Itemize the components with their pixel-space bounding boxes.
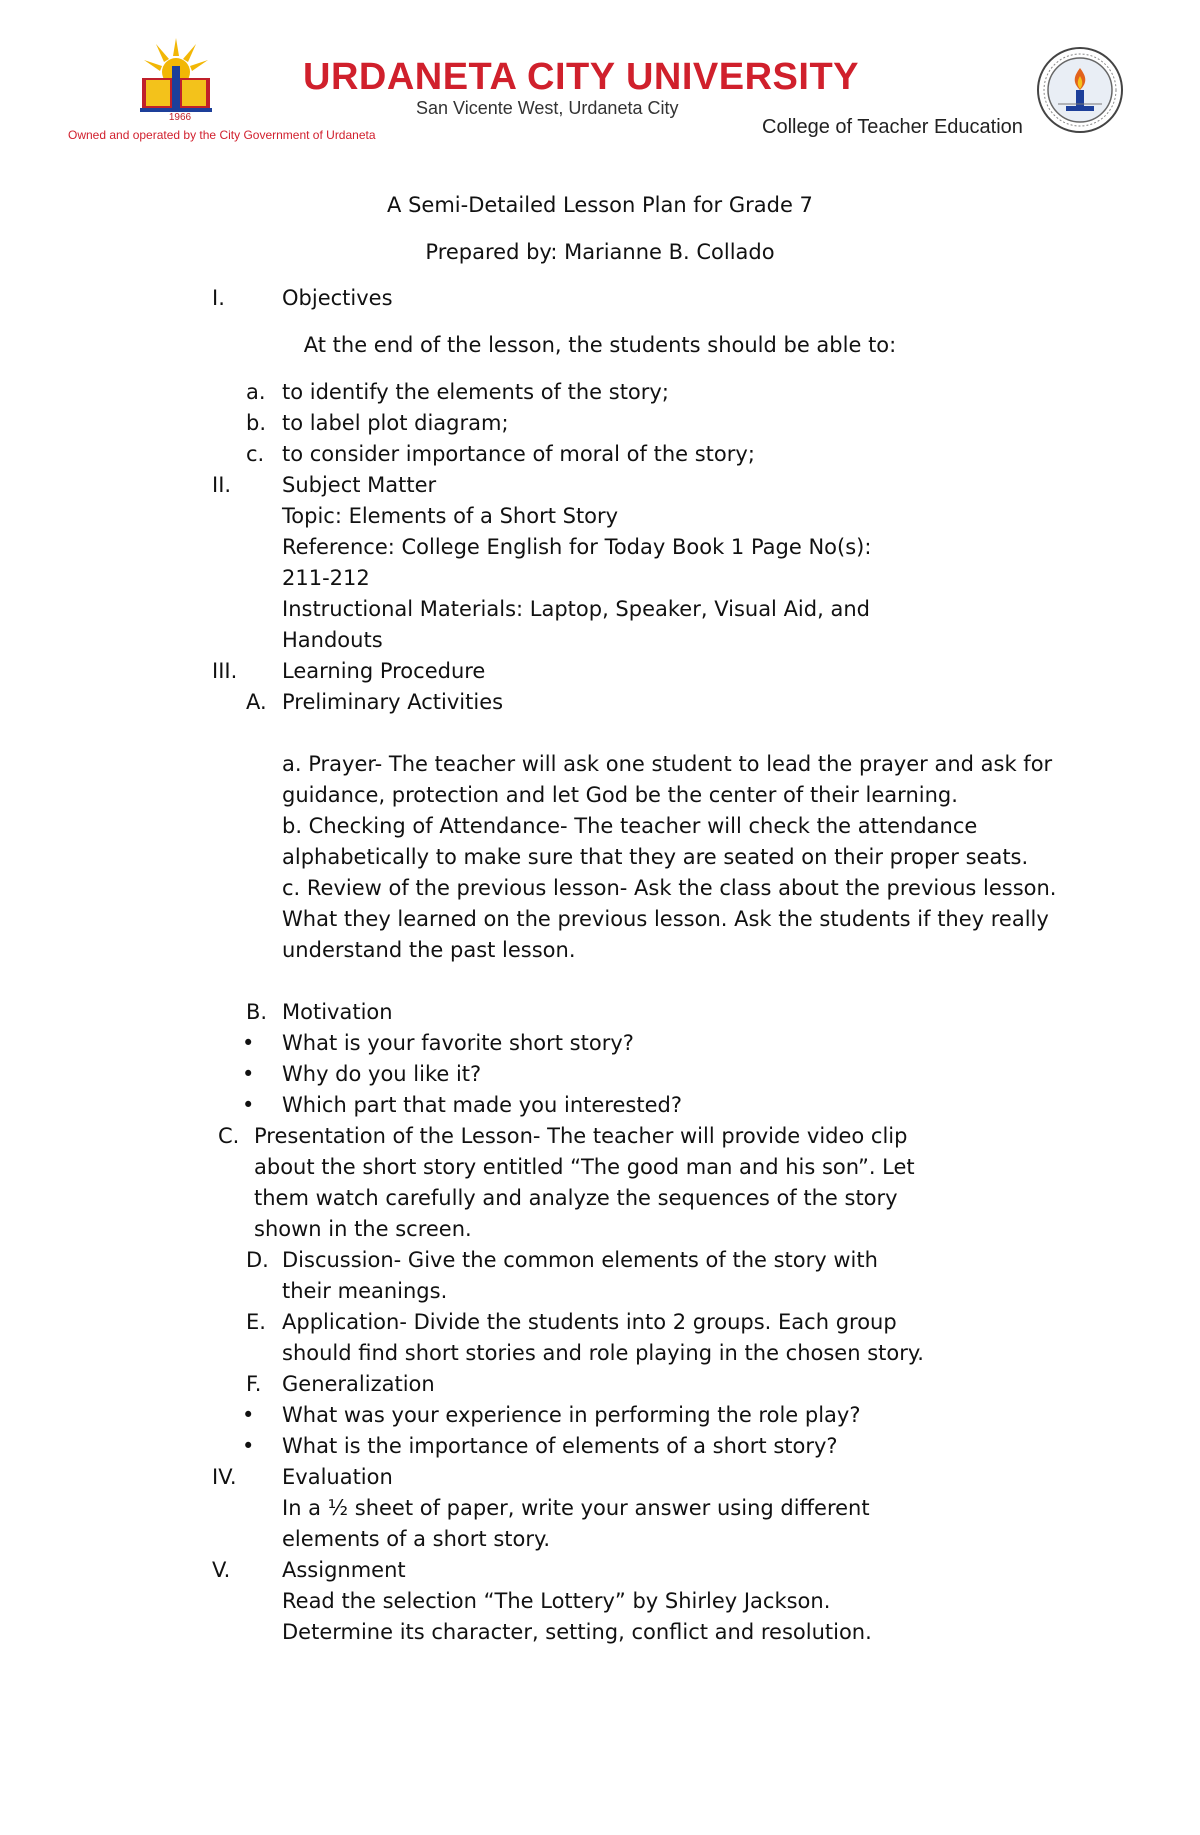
assignment-line: Read the selection “The Lottery” by Shirley Jackson. xyxy=(282,1589,831,1613)
section-number: IV. xyxy=(212,1465,237,1489)
university-name: URDANETA CITY UNIVERSITY xyxy=(303,56,860,98)
objective-item: to label plot diagram; xyxy=(282,411,509,435)
presentation-line: them watch carefully and analyze the sequences of the story xyxy=(254,1186,898,1210)
preliminary-line: alphabetically to make sure that they are seated on their proper seats. xyxy=(282,845,1029,869)
reference-pages: 211-212 xyxy=(282,566,370,590)
prepared-by: Prepared by: Marianne B. Collado xyxy=(425,240,775,264)
ownership-note: Owned and operated by the City Government of Urdaneta xyxy=(68,128,376,142)
materials-line: Instructional Materials: Laptop, Speaker, Visual Aid, and xyxy=(282,597,870,621)
list-letter: E. xyxy=(246,1310,266,1334)
bullet: • xyxy=(242,1093,255,1117)
section-number: III. xyxy=(212,659,238,683)
discussion-line: their meanings. xyxy=(282,1279,448,1303)
presentation-line: Presentation of the Lesson- The teacher will provide video clip xyxy=(254,1124,908,1148)
bullet: • xyxy=(242,1062,255,1086)
list-letter: b. xyxy=(246,411,267,435)
college-seal xyxy=(1036,46,1124,134)
motivation-heading: Motivation xyxy=(282,1000,393,1024)
discussion-line: Discussion- Give the common elements of the story with xyxy=(282,1248,878,1272)
section-number: II. xyxy=(212,473,232,497)
preliminary-line: a. Prayer- The teacher will ask one student to lead the prayer and ask for xyxy=(282,752,1053,776)
section-heading-objectives: Objectives xyxy=(282,286,393,310)
bullet: • xyxy=(242,1403,255,1427)
preliminary-line: b. Checking of Attendance- The teacher will check the attendance xyxy=(282,814,978,838)
materials-line-cont: Handouts xyxy=(282,628,383,652)
list-letter: C. xyxy=(218,1124,240,1148)
list-letter: B. xyxy=(246,1000,268,1024)
generalization-heading: Generalization xyxy=(282,1372,435,1396)
application-line: Application- Divide the students into 2 groups. Each group xyxy=(282,1310,897,1334)
preliminary-line: guidance, protection and let God be the center of their learning. xyxy=(282,783,958,807)
bullet: • xyxy=(242,1031,255,1055)
list-letter: F. xyxy=(246,1372,262,1396)
topic-line: Topic: Elements of a Short Story xyxy=(282,504,619,528)
document-title: A Semi-Detailed Lesson Plan for Grade 7 xyxy=(387,193,813,217)
section-heading-evaluation: Evaluation xyxy=(282,1465,393,1489)
section-number: V. xyxy=(212,1558,231,1582)
list-letter: a. xyxy=(246,380,266,404)
evaluation-line: In a ½ sheet of paper, write your answer using different xyxy=(282,1496,870,1520)
presentation-line: about the short story entitled “The good man and his son”. Let xyxy=(254,1155,915,1179)
university-address: San Vicente West, Urdaneta City xyxy=(416,98,679,118)
bullet: • xyxy=(242,1434,255,1458)
logo-year: 1966 xyxy=(168,112,192,123)
university-logo xyxy=(136,34,216,124)
presentation-line: shown in the screen. xyxy=(254,1217,472,1241)
preliminary-heading: Preliminary Activities xyxy=(282,690,504,714)
evaluation-line: elements of a short story. xyxy=(282,1527,551,1551)
assignment-line: Determine its character, setting, conflict and resolution. xyxy=(282,1620,872,1644)
motivation-question: What is your favorite short story? xyxy=(282,1031,634,1055)
section-heading-assignment: Assignment xyxy=(282,1558,406,1582)
motivation-question: Which part that made you interested? xyxy=(282,1093,682,1117)
list-letter: D. xyxy=(246,1248,269,1272)
list-letter: A. xyxy=(246,690,267,714)
preliminary-line: What they learned on the previous lesson. Ask the students if they really xyxy=(282,907,1049,931)
objective-item: to consider importance of moral of the story; xyxy=(282,442,755,466)
list-letter: c. xyxy=(246,442,265,466)
preliminary-line: understand the past lesson. xyxy=(282,938,576,962)
section-heading-learning-procedure: Learning Procedure xyxy=(282,659,486,683)
preliminary-line: c. Review of the previous lesson- Ask the class about the previous lesson. xyxy=(282,876,1057,900)
motivation-question: Why do you like it? xyxy=(282,1062,482,1086)
objectives-intro: At the end of the lesson, the students should be able to: xyxy=(303,333,897,357)
objective-item: to identify the elements of the story; xyxy=(282,380,669,404)
reference-line: Reference: College English for Today Book 1 Page No(s): xyxy=(282,535,872,559)
application-line: should find short stories and role playing in the chosen story. xyxy=(282,1341,924,1365)
generalization-question: What was your experience in performing the role play? xyxy=(282,1403,861,1427)
section-number: I. xyxy=(212,286,225,310)
generalization-question: What is the importance of elements of a short story? xyxy=(282,1434,838,1458)
section-heading-subject-matter: Subject Matter xyxy=(282,473,437,497)
college-name: College of Teacher Education xyxy=(762,116,1023,138)
